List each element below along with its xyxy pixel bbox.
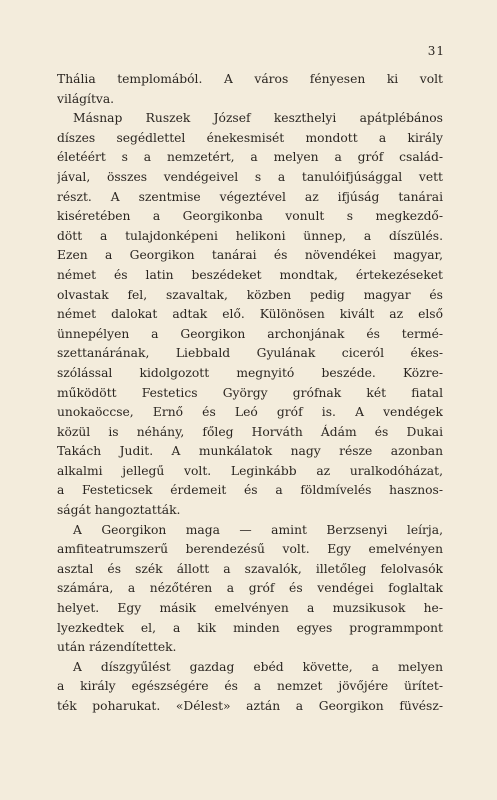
text-line: olvastak fel, szavaltak, közben pedig magyar és xyxy=(57,287,443,302)
text-line: Thália templomából. A város fényesen ki volt xyxy=(57,72,443,86)
text-line: a király egészségére és a nemzet jövőjére ürítet- xyxy=(57,679,443,694)
text-line: díszes segédlettel énekesmisét mondott a király xyxy=(57,130,443,145)
text-line: ságát hangoztatták. xyxy=(57,503,181,518)
text-line: Takách Judit. A munkálatok nagy része azonban xyxy=(57,444,443,459)
text-line: után rázendítettek. xyxy=(57,640,177,655)
text-line: dött a tulajdonképeni helikoni ünnep, a díszülés. xyxy=(57,228,443,243)
text-line: a Festeticsek érdemeit és a földmívelés hasznos- xyxy=(57,483,443,498)
text-line: unokaöccse, Ernő és Leó gróf is. A vendégek xyxy=(57,405,443,420)
text-line: számára, a nézőtéren a gróf és vendégei foglaltak xyxy=(57,581,443,596)
text-line: közül is néhány, főleg Horváth Ádám és Dukai xyxy=(57,424,443,439)
page-number: 31 xyxy=(427,44,445,58)
text-line: szólással kidolgozott megnyitó beszéde. Közre- xyxy=(57,365,443,380)
text-line: Ezen a Georgikon tanárai és növendékei magyar, xyxy=(57,248,443,263)
text-line: német és latin beszédeket mondtak, értekezéseket xyxy=(57,267,443,282)
text-line: asztal és szék állott a szavalók, illetőleg felolvasók xyxy=(57,561,443,576)
text-line: működött Festetics György grófnak két fiatal xyxy=(57,385,443,400)
body-text xyxy=(57,70,443,717)
text-line: szettanárának, Liebbald Gyulának ciceról ékes- xyxy=(57,346,443,361)
text-line: lyezkedtek el, a kik minden egyes programmpont xyxy=(57,620,443,635)
text-line: kiséretében a Georgikonba vonult s megkezdő- xyxy=(57,209,443,224)
text-line: amfiteatrumszerű berendezésű volt. Egy emelvényen xyxy=(57,542,443,557)
text-line: A díszgyűlést gazdag ebéd követte, a melyen xyxy=(73,659,443,674)
text-line: részt. A szentmise végeztével az ifjúság tanárai xyxy=(57,189,443,204)
text-line: helyet. Egy másik emelvényen a muzsikusok he- xyxy=(57,601,443,616)
text-line: német dalokat adtak elő. Különösen kivált az első xyxy=(57,307,443,322)
text-line: életéért s a nemzetért, a melyen a gróf család- xyxy=(57,150,443,165)
text-line: Másnap Ruszek József keszthelyi apátplébános xyxy=(73,111,443,126)
text-line: ték poharukat. «Délest» aztán a Georgikon füvész- xyxy=(57,699,443,713)
text-line: ünnepélyen a Georgikon archonjának és termé- xyxy=(57,326,443,341)
text-line: jával, összes vendégeivel s a tanulóifjúsággal vett xyxy=(57,169,443,184)
text-line: A Georgikon maga — amint Berzsenyi leírja, xyxy=(73,522,443,537)
text-line: alkalmi jellegű volt. Leginkább az uralkodóházat, xyxy=(57,463,443,478)
text-line: világítva. xyxy=(57,91,115,106)
